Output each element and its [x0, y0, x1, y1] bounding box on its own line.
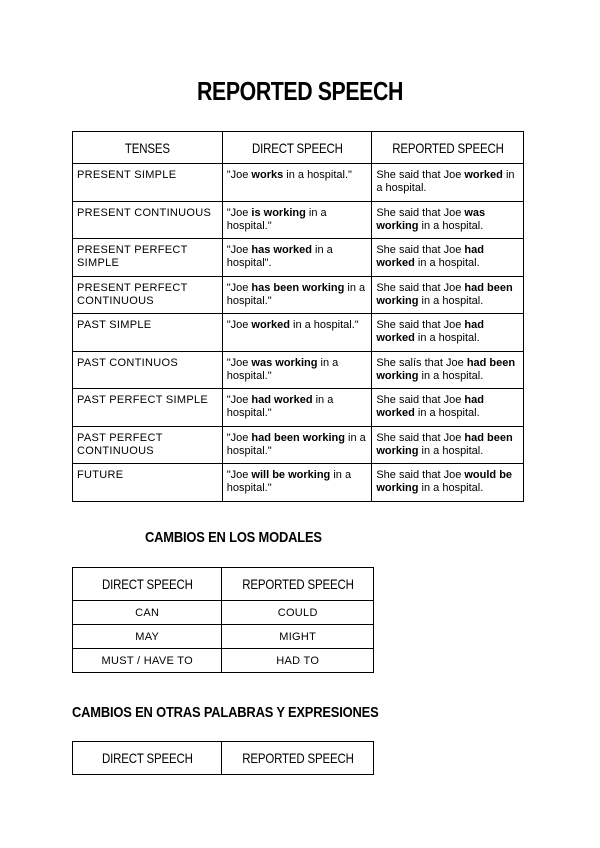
- direct-speech-cell: [222, 276, 372, 314]
- verb-form: would be working: [376, 469, 513, 494]
- tense-cell: PRESENT PERFECT SIMPLE: [73, 239, 223, 277]
- tense-cell: PAST CONTINUOS: [73, 351, 223, 389]
- sentence-text: in a hospital.: [418, 219, 484, 232]
- other-header-reported-speech: [222, 742, 374, 775]
- reported-speech-cell: [372, 239, 524, 277]
- sentence-text: "Joe: [226, 319, 252, 331]
- modals-header-direct-speech: [73, 568, 222, 601]
- table-row: [73, 314, 524, 352]
- sentence-text: in a hospital.: [414, 257, 480, 269]
- sentence-text: She said that Joe: [376, 244, 465, 256]
- other-expressions-section-title: CAMBIOS EN OTRAS PALABRAS Y EXPRESIONES: [72, 704, 379, 721]
- column-header-tenses-label: TENSES: [124, 139, 170, 156]
- verb-form: has worked: [251, 244, 312, 256]
- verb-form: had worked: [376, 319, 484, 344]
- direct-speech-cell: [222, 239, 372, 277]
- sentence-text: She salís that Joe: [376, 356, 467, 369]
- sentence-text: "Joe: [226, 431, 252, 444]
- reported-speech-cell: [372, 426, 524, 464]
- modal-direct-cell: MUST / HAVE TO: [73, 649, 222, 673]
- reported-speech-cell: [372, 351, 524, 389]
- sentence-text: "Joe: [226, 206, 252, 219]
- sentence-text: in a hospital.": [289, 319, 359, 331]
- tense-cell: PRESENT CONTINUOUS: [73, 201, 223, 239]
- tense-cell: FUTURE: [73, 464, 223, 502]
- verb-form: had been working: [376, 281, 513, 307]
- table-row: [73, 201, 524, 239]
- modals-header-reported-speech: [222, 568, 374, 601]
- direct-speech-cell: [222, 426, 372, 464]
- other-header-direct-speech-label: DIRECT SPEECH: [101, 750, 193, 766]
- reported-speech-cell: [372, 314, 524, 352]
- sentence-text: in a hospital.": [283, 169, 352, 181]
- sentence-text: "Joe: [226, 356, 252, 369]
- sentence-text: in a hospital.": [226, 206, 327, 232]
- sentence-text: She said that Joe: [376, 281, 465, 294]
- verb-form: will be working: [251, 469, 331, 481]
- sentence-text: "Joe: [226, 469, 252, 481]
- column-header-direct-speech-label: DIRECT SPEECH: [251, 139, 343, 156]
- table-row: [73, 351, 524, 389]
- other-table-header-row: [73, 742, 374, 775]
- verb-form: had been working: [376, 356, 516, 382]
- sentence-text: She said that Joe: [376, 394, 465, 406]
- direct-speech-cell: [222, 464, 372, 502]
- direct-speech-cell: [222, 351, 372, 389]
- verb-form: had been working: [376, 431, 513, 457]
- verb-form: had been working: [251, 431, 345, 444]
- sentence-text: in a hospital.": [226, 281, 366, 307]
- column-header-tenses: [73, 132, 223, 164]
- verb-form: was working: [251, 356, 318, 369]
- sentence-text: "Joe: [226, 281, 252, 294]
- modal-direct-cell: CAN: [73, 601, 222, 625]
- table-row: [73, 464, 524, 502]
- column-header-reported-speech-label: REPORTED SPEECH: [391, 139, 504, 156]
- direct-speech-cell: [222, 164, 372, 202]
- verb-form: had worked: [251, 394, 313, 406]
- sentence-text: in a hospital.: [418, 369, 484, 382]
- sentence-text: She said that Joe: [376, 169, 465, 181]
- sentence-text: She said that Joe: [376, 431, 465, 444]
- sentence-text: in a hospital.: [418, 482, 484, 494]
- verb-form: had worked: [376, 394, 484, 419]
- other-header-direct-speech: [73, 742, 222, 775]
- modal-reported-cell: COULD: [222, 601, 374, 625]
- sentence-text: She said that Joe: [376, 469, 465, 481]
- verb-form: is working: [251, 206, 306, 219]
- tense-cell: PRESENT PERFECT CONTINUOUS: [73, 276, 223, 314]
- sentence-text: in a hospital.": [226, 431, 366, 457]
- reported-speech-cell: [372, 464, 524, 502]
- tenses-table-header-row: [73, 132, 524, 164]
- sentence-text: in a hospital.: [418, 294, 484, 307]
- table-row: [73, 649, 374, 673]
- modals-table: [72, 567, 374, 673]
- tenses-table: [72, 131, 524, 502]
- modal-reported-cell: MIGHT: [222, 625, 374, 649]
- table-row: [73, 239, 524, 277]
- table-row: [73, 276, 524, 314]
- modals-header-direct-speech-label: DIRECT SPEECH: [101, 576, 193, 592]
- verb-form: had worked: [376, 244, 484, 269]
- sentence-text: in a hospital.: [414, 407, 480, 419]
- sentence-text: "Joe: [226, 244, 252, 256]
- modal-direct-cell: MAY: [73, 625, 222, 649]
- verb-form: worked: [464, 169, 503, 181]
- column-header-reported-speech: [372, 132, 524, 164]
- sentence-text: She said that Joe: [376, 206, 465, 219]
- page-title: REPORTED SPEECH: [197, 76, 403, 106]
- other-expressions-table: [72, 741, 374, 775]
- modal-reported-cell: HAD TO: [222, 649, 374, 673]
- reported-speech-cell: [372, 389, 524, 427]
- sentence-text: in a hospital.": [226, 469, 352, 494]
- tense-cell: PRESENT SIMPLE: [73, 164, 223, 202]
- modals-table-header-row: [73, 568, 374, 601]
- modals-header-reported-speech-label: REPORTED SPEECH: [241, 576, 354, 592]
- table-row: [73, 625, 374, 649]
- column-header-direct-speech: [222, 132, 372, 164]
- table-row: [73, 389, 524, 427]
- tense-cell: PAST PERFECT CONTINUOUS: [73, 426, 223, 464]
- verb-form: has been working: [251, 281, 345, 294]
- table-row: [73, 426, 524, 464]
- verb-form: works: [251, 169, 284, 181]
- direct-speech-cell: [222, 201, 372, 239]
- verb-form: was working: [376, 206, 486, 232]
- sentence-text: She said that Joe: [376, 319, 465, 331]
- direct-speech-cell: [222, 389, 372, 427]
- reported-speech-cell: [372, 164, 524, 202]
- sentence-text: "Joe: [226, 169, 252, 181]
- reported-speech-cell: [372, 201, 524, 239]
- sentence-text: in a hospital.": [226, 356, 339, 382]
- table-row: [73, 164, 524, 202]
- direct-speech-cell: [222, 314, 372, 352]
- sentence-text: in a hospital.: [418, 444, 484, 457]
- modals-section-title: CAMBIOS EN LOS MODALES: [145, 529, 322, 546]
- tense-cell: PAST SIMPLE: [73, 314, 223, 352]
- tense-cell: PAST PERFECT SIMPLE: [73, 389, 223, 427]
- sentence-text: in a hospital".: [226, 244, 333, 269]
- other-header-reported-speech-label: REPORTED SPEECH: [241, 750, 354, 766]
- reported-speech-cell: [372, 276, 524, 314]
- verb-form: worked: [251, 319, 290, 331]
- table-row: [73, 601, 374, 625]
- sentence-text: "Joe: [226, 394, 252, 406]
- sentence-text: in a hospital.: [414, 332, 480, 344]
- sentence-text: in a hospital.": [226, 394, 334, 419]
- sentence-text: in a hospital.: [376, 169, 515, 194]
